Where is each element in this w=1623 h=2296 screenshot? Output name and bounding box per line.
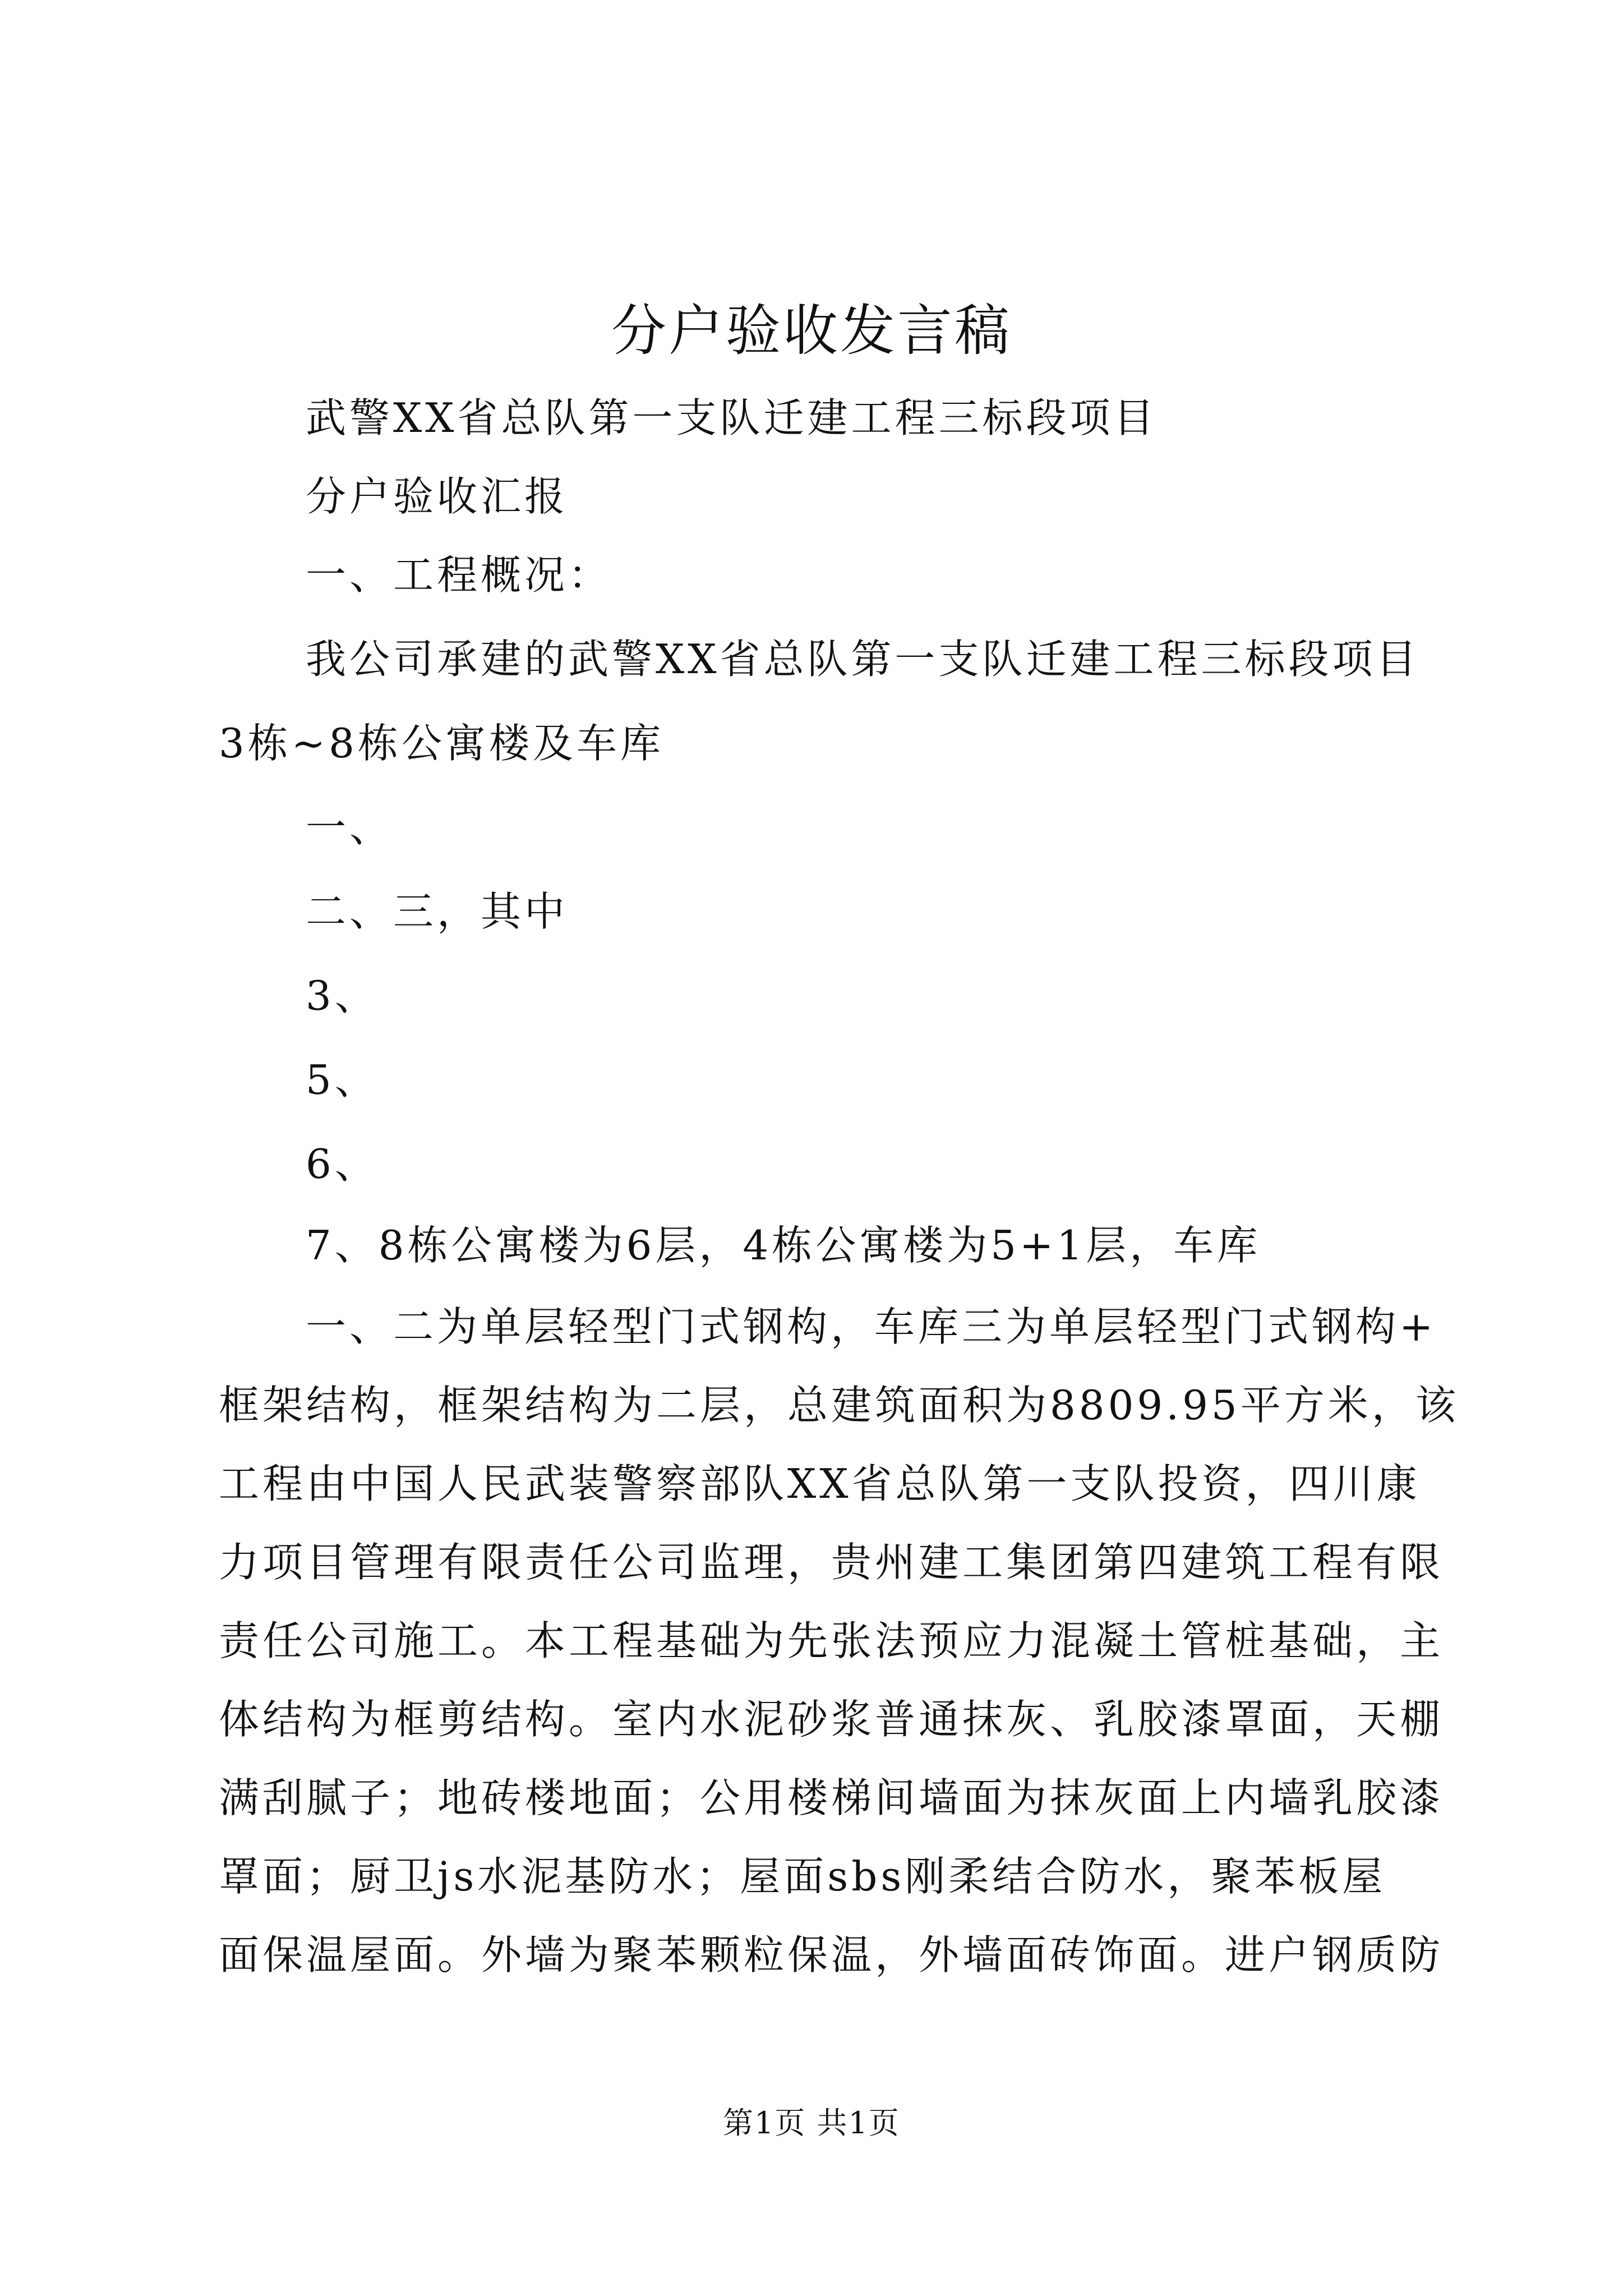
body-line-6: 一、	[306, 804, 394, 851]
body-line-13: 框架结构，框架结构为二层，总建筑面积为8809.95平方米，该	[219, 1382, 1459, 1429]
body-line-15: 力项目管理有限责任公司监理，贵州建工集团第四建筑工程有限	[219, 1539, 1444, 1586]
body-line-20: 面保温屋面。外墙为聚苯颗粒保温，外墙面砖饰面。进户钢质防	[219, 1931, 1444, 1978]
section-heading: 一、工程概况：	[306, 551, 612, 599]
body-line-9: 5、	[306, 1056, 379, 1103]
body-line-2: 分户验收汇报	[306, 473, 569, 520]
body-line-18: 满刮腻子；地砖楼地面；公用楼梯间墙面为抹灰面上内墙乳胶漆	[219, 1774, 1444, 1821]
body-line-10: 6、	[306, 1140, 379, 1188]
body-line-16: 责任公司施工。本工程基础为先张法预应力混凝土管桩基础，主	[219, 1617, 1444, 1664]
page-footer: 第1页 共1页	[723, 2105, 900, 2141]
body-line-1: 武警XX省总队第一支队迁建工程三标段项目	[306, 394, 1158, 441]
body-line-11: 7、8栋公寓楼为6层，4栋公寓楼为5+1层，车库	[306, 1222, 1261, 1269]
body-line-5: 3栋~8栋公寓楼及车库	[219, 720, 664, 767]
body-line-8: 3、	[306, 972, 379, 1019]
body-line-17: 体结构为框剪结构。室内水泥砂浆普通抹灰、乳胶漆罩面，天棚	[219, 1696, 1444, 1743]
body-line-7: 二、三，其中	[306, 888, 569, 935]
document-title: 分户验收发言稿	[611, 299, 1012, 363]
body-line-4: 我公司承建的武警XX省总队第一支队迁建工程三标段项目	[306, 636, 1420, 683]
body-line-14: 工程由中国人民武装警察部队XX省总队第一支队投资，四川康	[219, 1460, 1421, 1507]
body-line-12: 一、二为单层轻型门式钢构，车库三为单层轻型门式钢构+	[306, 1303, 1437, 1350]
body-line-19: 罩面；厨卫js水泥基防水；屋面sbs刚柔结合防水，聚苯板屋	[219, 1853, 1386, 1900]
